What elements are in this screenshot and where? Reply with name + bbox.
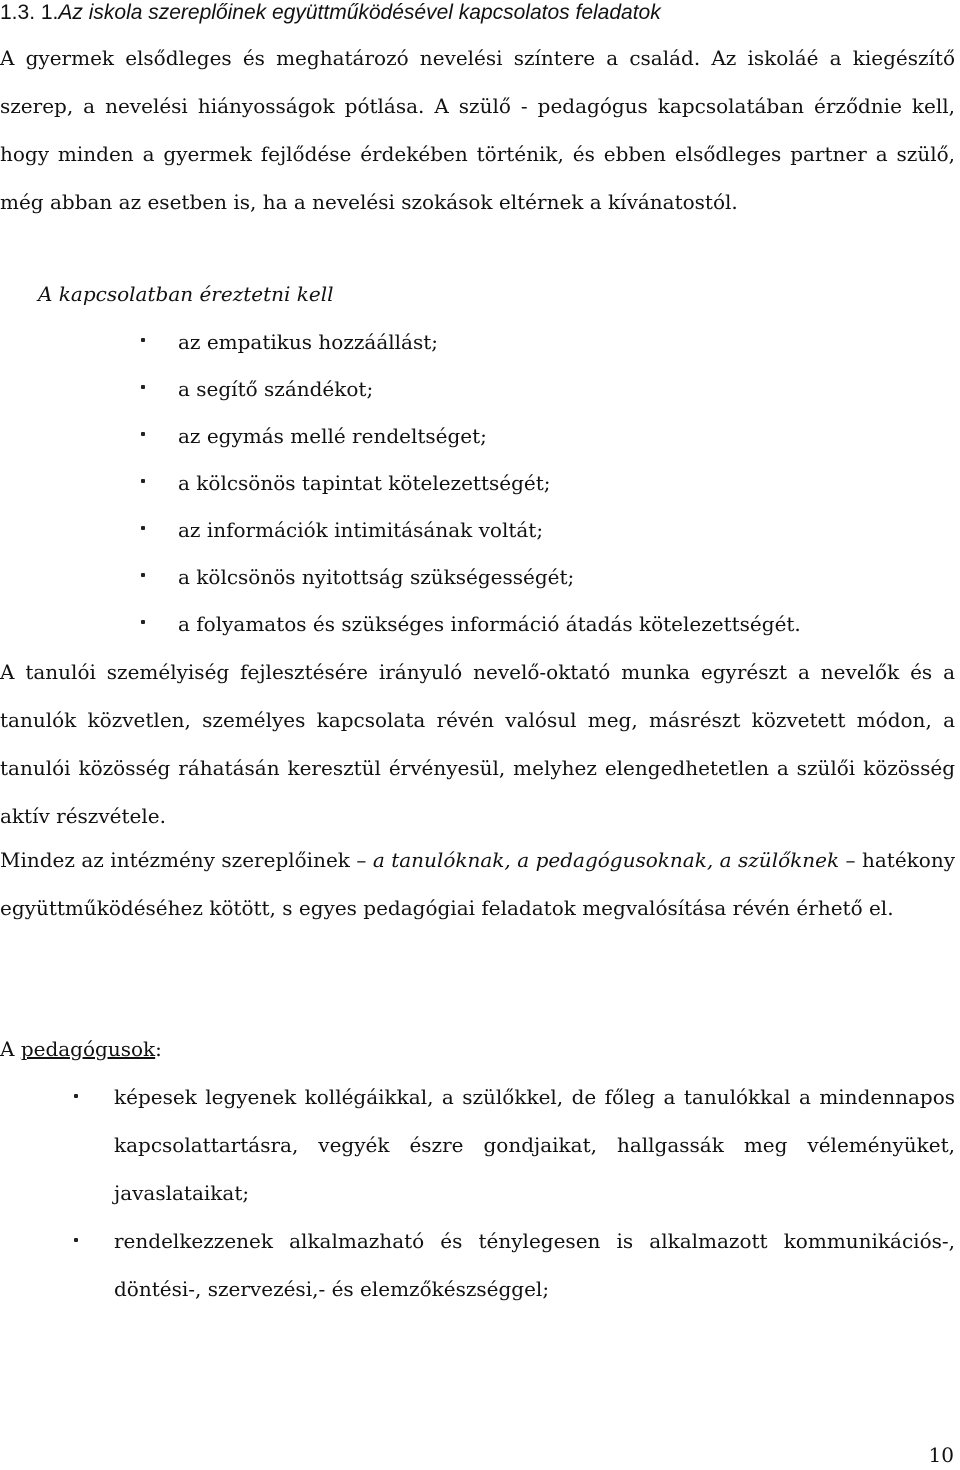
list-item: rendelkezzenek alkalmazható és ténylegesen is alkalmazott kommunikációs-, döntési-, szervezési,- és elemzőkészséggel; bbox=[0, 1217, 960, 1313]
bullet-icon bbox=[141, 573, 145, 577]
teacher-duties-list bbox=[0, 1073, 960, 1313]
list-lead-in: A kapcsolatban éreztetni kell bbox=[38, 282, 334, 306]
bullet-icon bbox=[141, 526, 145, 530]
subsection-heading: A pedagógusok: bbox=[0, 1037, 162, 1061]
list-item: a kölcsönös tapintat kötelezettségét; bbox=[0, 459, 960, 506]
page-number: 10 bbox=[928, 1443, 954, 1467]
bullet-icon bbox=[141, 338, 145, 342]
bullet-icon bbox=[141, 432, 145, 436]
section-number: 1.3. 1. bbox=[0, 1, 59, 24]
bullet-icon bbox=[74, 1238, 78, 1242]
list-item: a segítő szándékot; bbox=[0, 365, 960, 412]
section-title: Az iskola szereplőinek együttműködésével kapcsolatos feladatok bbox=[58, 1, 661, 24]
paragraph-intro: A gyermek elsődleges és meghatározó nevelési színtere a család. Az iskoláé a kiegészítő szerep, a nevelési hiányosságok pótlása. A szülő - pedagógus kapcsolatában érződnie kell, hogy minden a gyermek fejlődése érdekében történik, és ebben elsődleges partner a szülő, még abban az esetben is, ha a nevelési szokások eltérnek a kívánatostól. bbox=[0, 46, 955, 214]
relationship-list bbox=[0, 318, 960, 647]
bullet-icon bbox=[141, 479, 145, 483]
paragraph-cooperation: Mindez az intézmény szereplőinek – a tanulóknak, a pedagógusoknak, a szülőknek – hatékony együttműködéséhez kötött, s egyes pedagógiai feladatok megvalósítása révén érhető el. bbox=[0, 848, 956, 920]
participants-emphasis: a tanulóknak, a pedagógusoknak, a szülőknek bbox=[372, 848, 840, 872]
bullet-icon bbox=[141, 620, 145, 624]
list-item: az információk intimitásának voltát; bbox=[0, 506, 960, 553]
list-item: az empatikus hozzáállást; bbox=[0, 318, 960, 365]
list-item: képesek legyenek kollégáikkal, a szülőkkel, de főleg a tanulókkal a mindennapos kapcsolattartásra, vegyék észre gondjaikat, hallgassák meg véleményüket, javaslataikat; bbox=[0, 1073, 960, 1217]
list-item: a kölcsönös nyitottság szükségességét; bbox=[0, 553, 960, 600]
list-item: az egymás mellé rendeltséget; bbox=[0, 412, 960, 459]
list-item: a folyamatos és szükséges információ átadás kötelezettségét. bbox=[0, 600, 960, 647]
section-heading bbox=[0, 0, 960, 26]
bullet-icon bbox=[74, 1094, 78, 1098]
subsection-title: pedagógusok bbox=[20, 1037, 156, 1061]
paragraph-personality: A tanulói személyiség fejlesztésére irányuló nevelő-oktató munka egyrészt a nevelők és a tanulók közvetlen, személyes kapcsolata révén valósul meg, másrészt közvetett módon, a tanulói közösség ráhatásán keresztül érvényesül, melyhez elengedhetetlen a szülői közösség aktív részvétele. bbox=[0, 660, 955, 828]
bullet-icon bbox=[141, 385, 145, 389]
